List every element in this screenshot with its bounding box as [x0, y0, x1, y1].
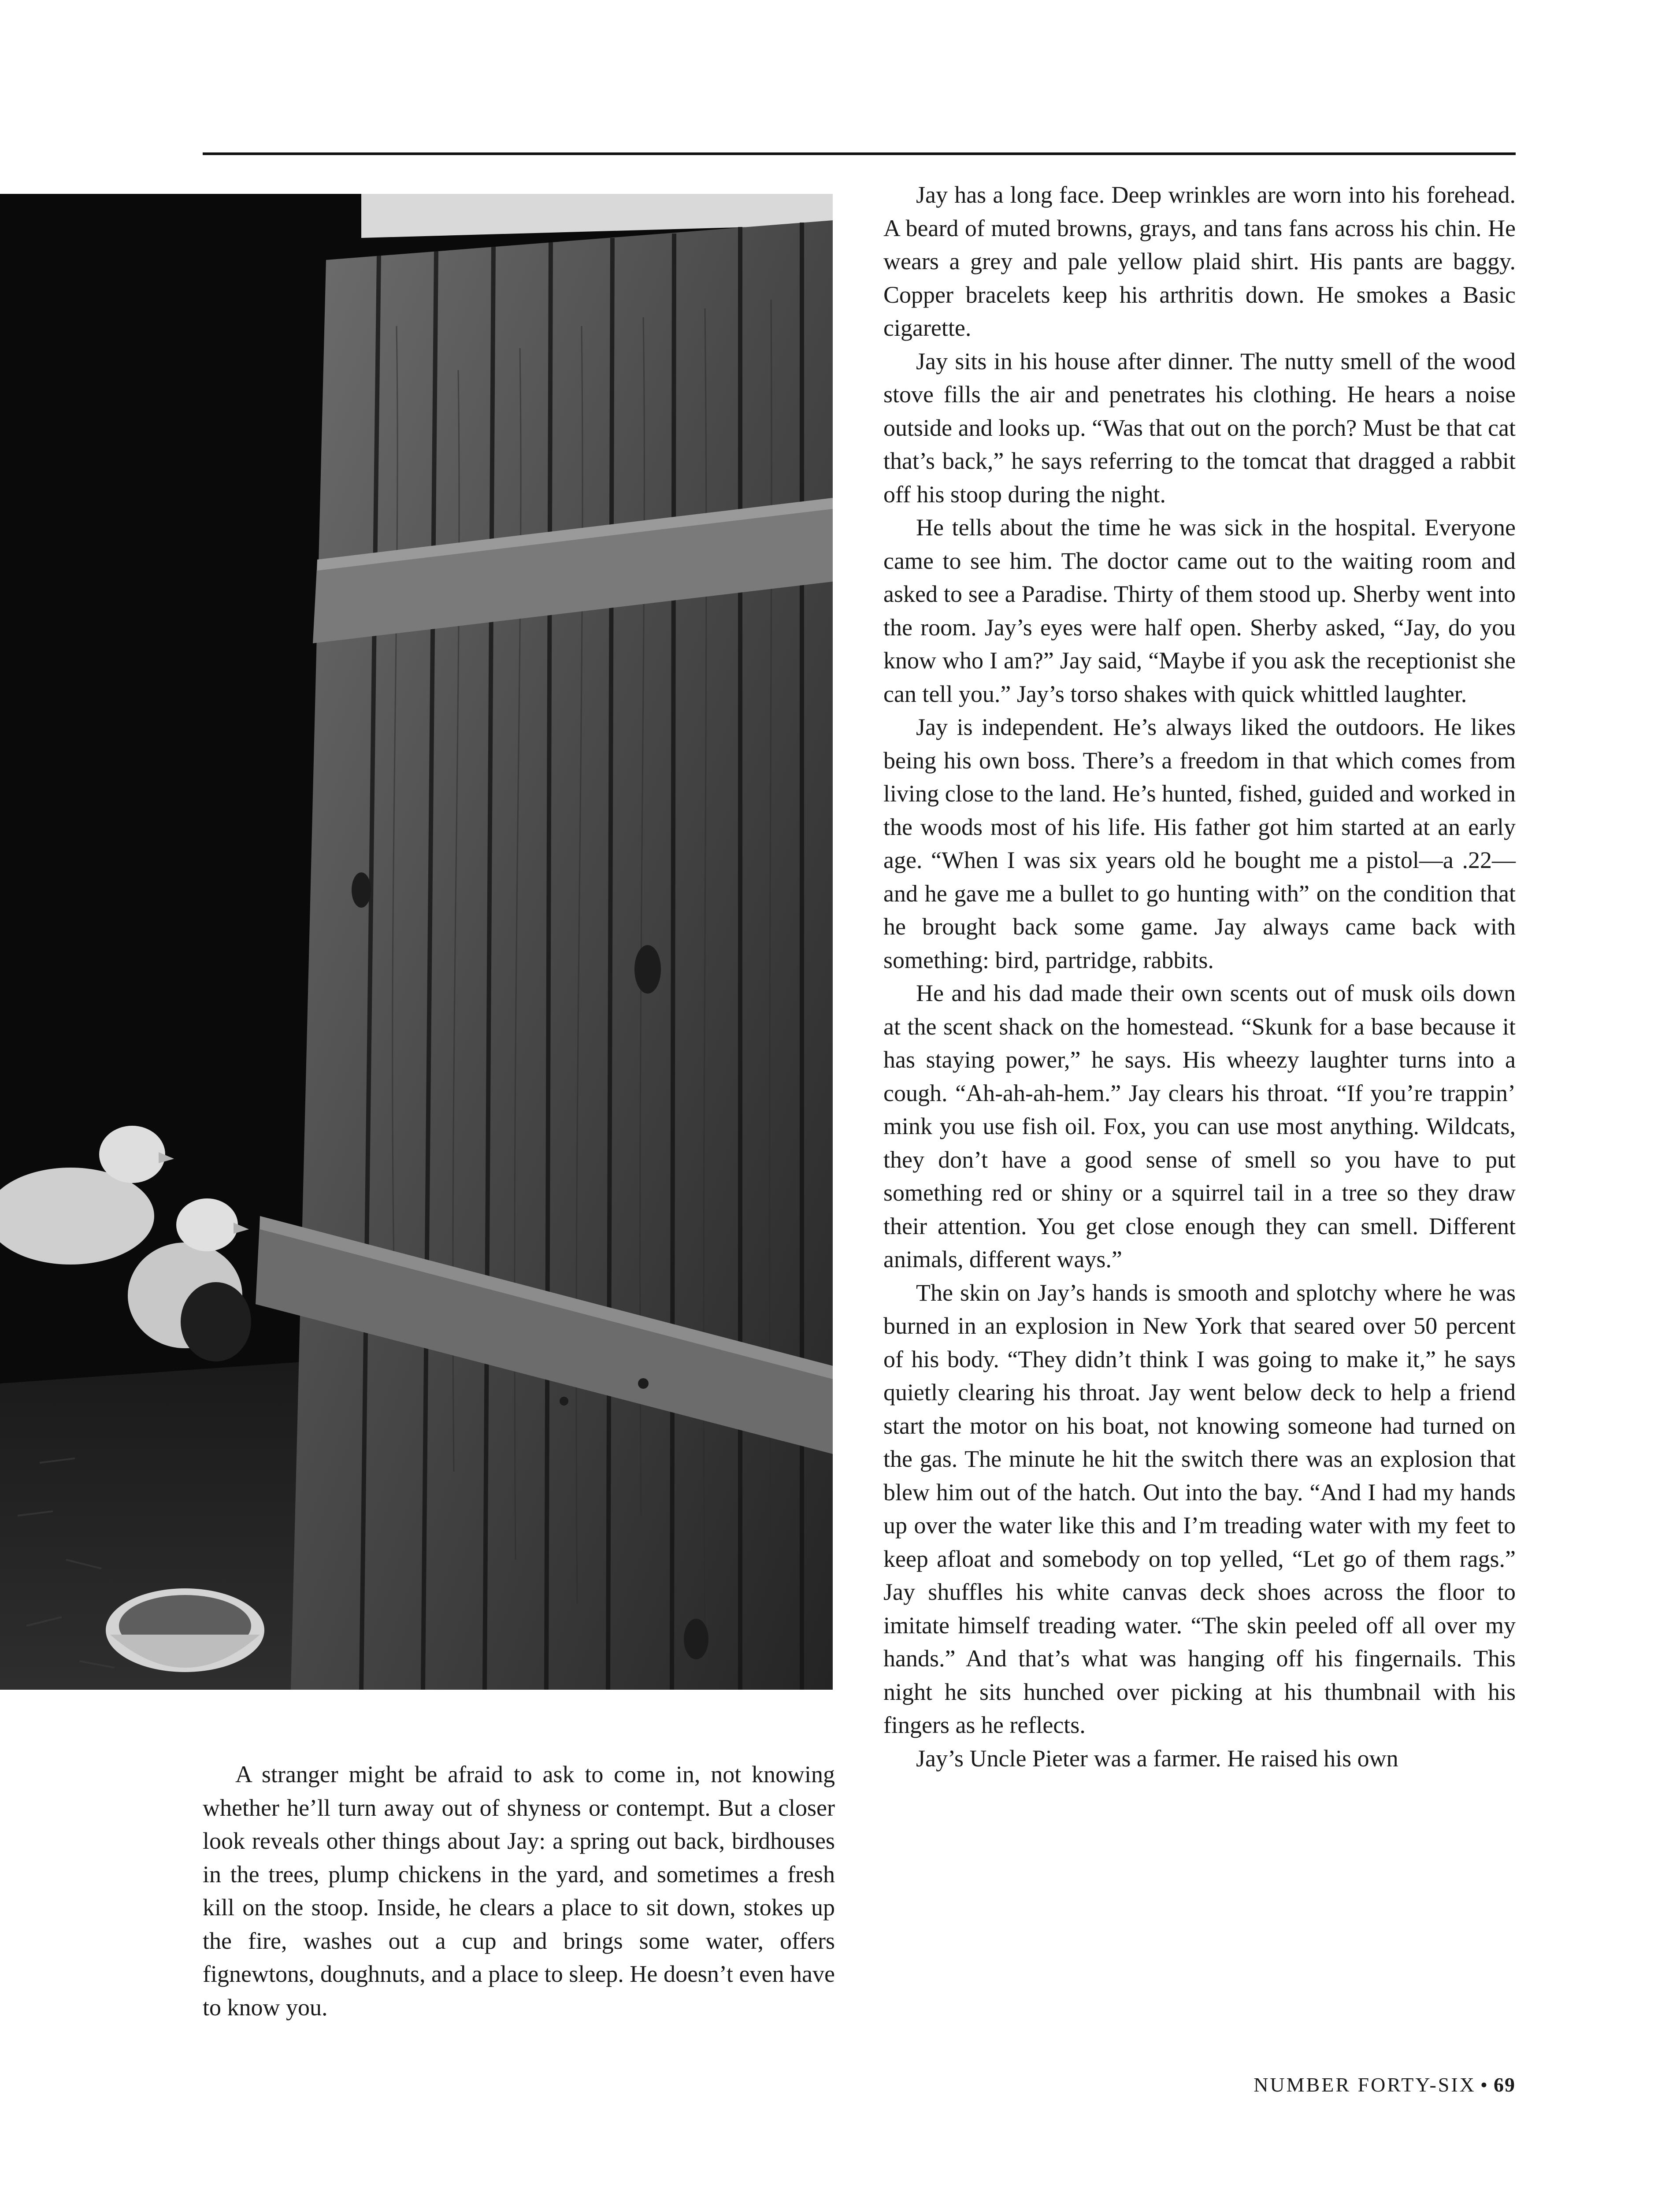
paragraph: Jay’s Uncle Pieter was a farmer. He raised his own: [916, 1745, 1398, 1772]
barn-door-photo-illustration: [0, 194, 833, 1690]
folio-separator: •: [1480, 2073, 1489, 2096]
paragraph: Jay has a long face. Deep wrinkles are worn into his forehead. A beard of muted browns, grays, and tans fans across his chin. He wears a grey and pale yellow plaid shirt. His pants are baggy. Copper bracelets keep his arthritis down. He smokes a Basic cigarette.: [883, 182, 1516, 341]
barn-door-chickens-photo: [0, 194, 833, 1690]
article-column-left: [203, 1758, 835, 2024]
water-bowl: [106, 1588, 264, 1672]
paragraph: Jay sits in his house after dinner. The nutty smell of the wood stove fills the air and penetrates his clothing. He hears a noise outside and looks up. “Was that out on the porch? Must be that cat that’s back,” he says referring to the tomcat that dragged a rabbit off his stoop during the night.: [883, 348, 1516, 508]
paragraph: Jay is independent. He’s always liked the outdoors. He likes being his own boss. There’s a freedom in that which comes from living close to the land. He’s hunted, fished, guided and worked in the woods most of his life. His father got him started at an early age. “When I was six years old he bought me a pistol—a .22—and he gave me a bullet to go hunting with” on the condition that he brought back some game. Jay always came back with something: bird, partridge, rabbits.: [883, 714, 1516, 973]
paragraph: He tells about the time he was sick in the hospital. Everyone came to see him. The doctor came out to the waiting room and asked to see a Paradise. Thirty of them stood up. Sherby went into the room. Jay’s eyes were half open. Sherby asked, “Jay, do you know who I am?” Jay said, “Maybe if you ask the receptionist she can tell you.” Jay’s torso shakes with quick whittled laughter.: [883, 514, 1516, 707]
paragraph: The skin on Jay’s hands is smooth and splotchy where he was burned in an explosion in New York that seared over 50 percent of his body. “They didn’t think I was going to make it,” he says quietly clearing his throat. Jay went below deck to help a friend start the motor on his boat, not knowing someone had turned on the gas. The minute he hit the switch there was an explosion that blew him out of the hatch. Out into the bay. “And I had my hands up over the water like this and I’m treading water with my feet to keep afloat and somebody on top yelled, “Let go of them rags.” Jay shuffles his white canvas deck shoes across the floor to imitate himself treading water. “The skin peeled off all over my hands.” And that’s what was hanging off his fingernails. This night he sits hunched over picking at his thumbnail with his fingers as he reflects.: [883, 1279, 1516, 1738]
issue-label: NUMBER FORTY-SIX: [1254, 2073, 1476, 2096]
top-rule: [203, 152, 1516, 155]
page-folio: [1254, 2073, 1516, 2096]
article-column-right: [883, 178, 1516, 1775]
page-number: 69: [1494, 2073, 1516, 2096]
paragraph: He and his dad made their own scents out of musk oils down at the scent shack on the homestead. “Skunk for a base because it has staying power,” he says. His wheezy laughter turns into a cough. “Ah-ah-ah-hem.” Jay clears his throat. “If you’re trappin’ mink you use fish oil. Fox, you can use most anything. Wildcats, they don’t have a good sense of smell so you have to put something red or shiny or a squirrel tail in a tree so they draw their attention. You get close enough they can smell. Different animals, different ways.”: [883, 980, 1516, 1272]
paragraph: A stranger might be afraid to ask to come in, not knowing whether he’ll turn away out of shyness or contempt. But a closer look reveals other things about Jay: a spring out back, birdhouses in the trees, plump chickens in the yard, and sometimes a fresh kill on the stoop. Inside, he clears a place to sit down, stokes up the fire, washes out a cup and brings some water, offers fignewtons, doughnuts, and a place to sleep. He doesn’t even have to know you.: [203, 1761, 835, 2021]
